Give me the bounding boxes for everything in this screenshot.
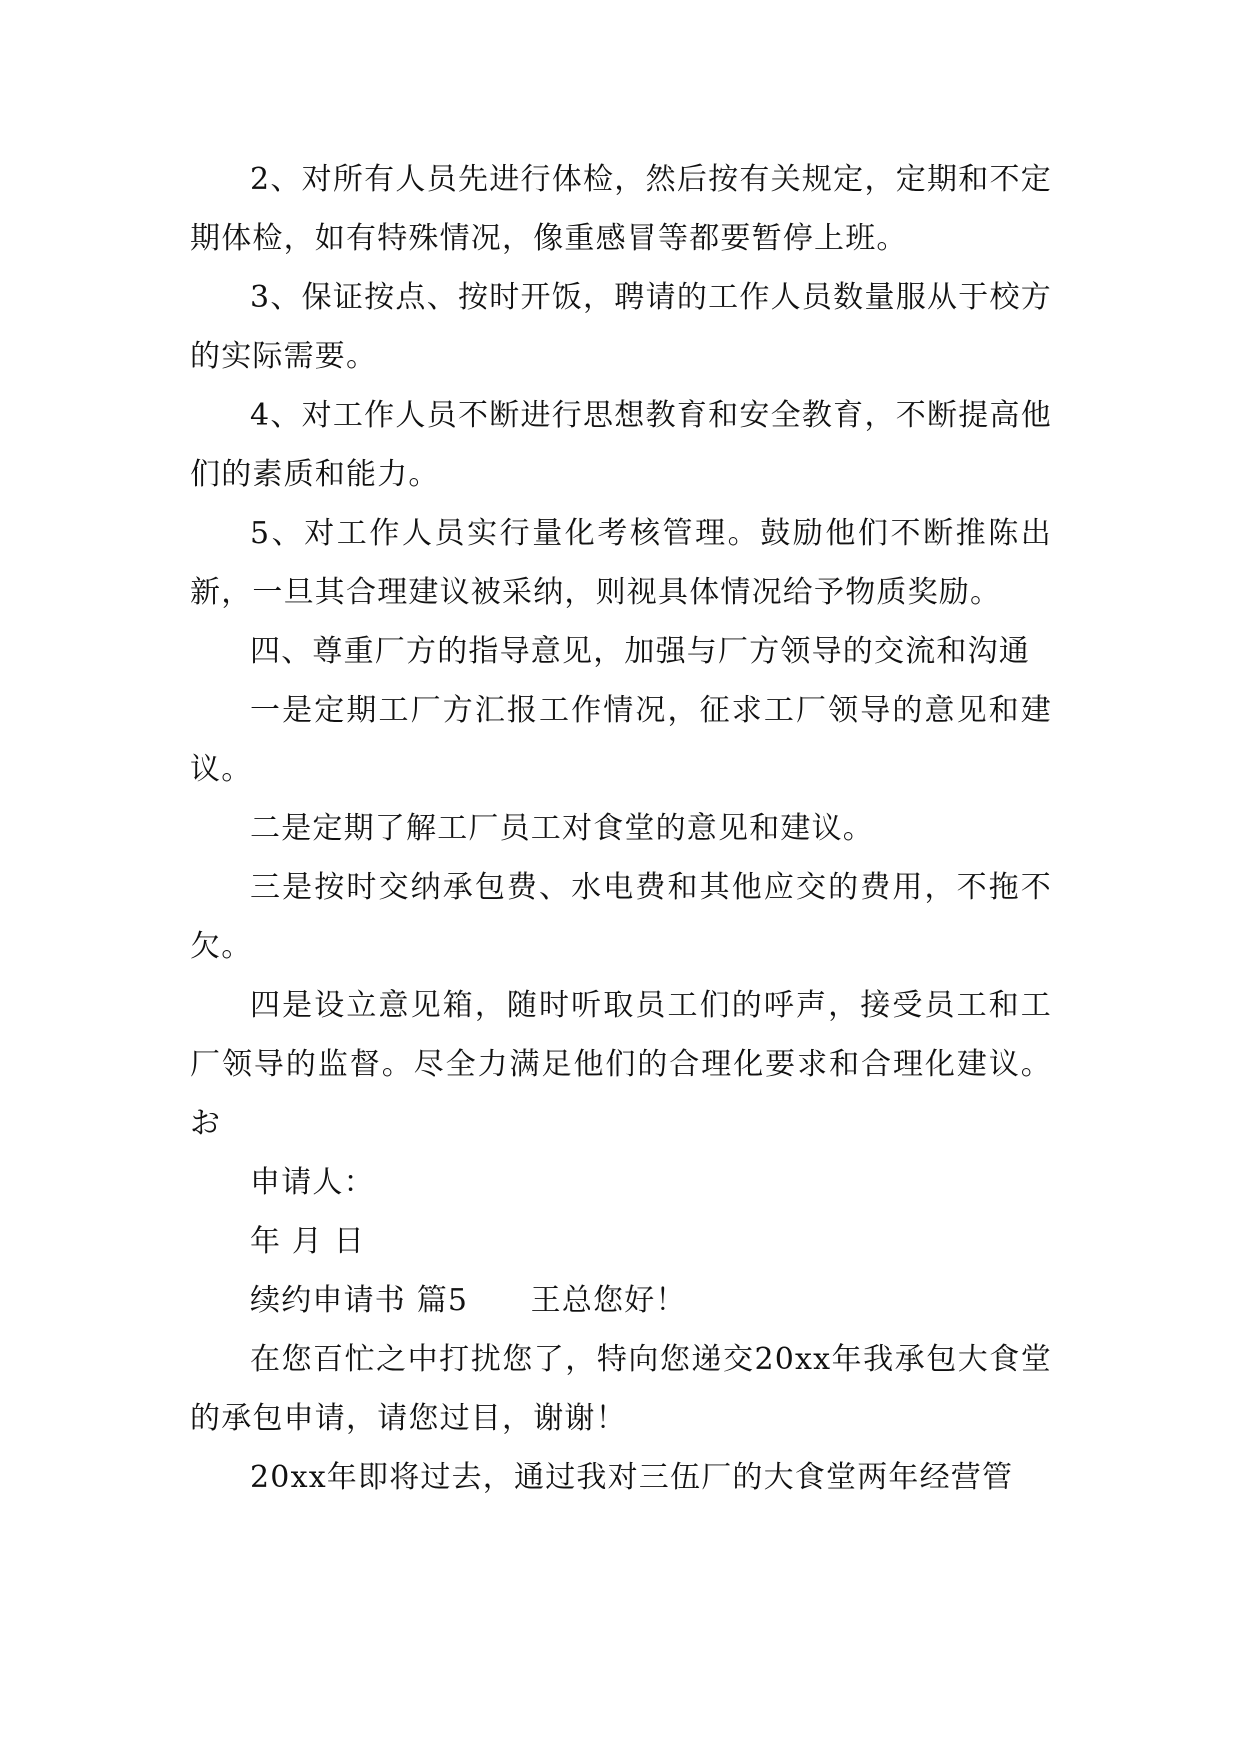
paragraph-item-5: 5、对工作人员实行量化考核管理。鼓励他们不断推陈出新，一旦其合理建议被采纳，则视具体情况给予物质奖励。 [190, 516, 1052, 610]
point-two-paragraph: 二是定期了解工厂员工对食堂的意见和建议。 [250, 811, 874, 846]
date-line: 年 月 日 [250, 1224, 366, 1259]
paragraph-item-4: 4、对工作人员不断进行思想教育和安全教育，不断提高他们的素质和能力。 [190, 398, 1052, 492]
paragraph-item-3: 3、保证按点、按时开饭，聘请的工作人员数量服从于校方的实际需要。 [190, 280, 1052, 374]
applicant-label: 申请人： [250, 1165, 375, 1200]
body-paragraph-continued: 20xx年即将过去，通过我对三伍厂的大食堂两年经营管 [250, 1460, 1014, 1495]
point-one-paragraph: 一是定期工厂方汇报工作情况，征求工厂领导的意见和建议。 [190, 693, 1052, 787]
paragraph-item-2: 2、对所有人员先进行体检，然后按有关规定，定期和不定期体检，如有特殊情况，像重感冒等都要暂停上班。 [190, 162, 1052, 256]
point-three-paragraph: 三是按时交纳承包费、水电费和其他应交的费用，不拖不欠。 [190, 870, 1052, 964]
body-paragraph-intro: 在您百忙之中打扰您了，特向您递交20xx年我承包大食堂的承包申请，请您过目，谢谢！ [190, 1342, 1052, 1436]
article-heading: 续约申请书 篇5 王总您好！ [250, 1283, 687, 1318]
document-page [190, 150, 1052, 1507]
point-four-paragraph: 四是设立意见箱，随时听取员工们的呼声，接受员工和工厂领导的监督。尽全力满足他们的合理化要求和合理化建议。お [190, 988, 1052, 1141]
section-heading-four: 四、尊重厂方的指导意见，加强与厂方领导的交流和沟通 [250, 634, 1030, 669]
